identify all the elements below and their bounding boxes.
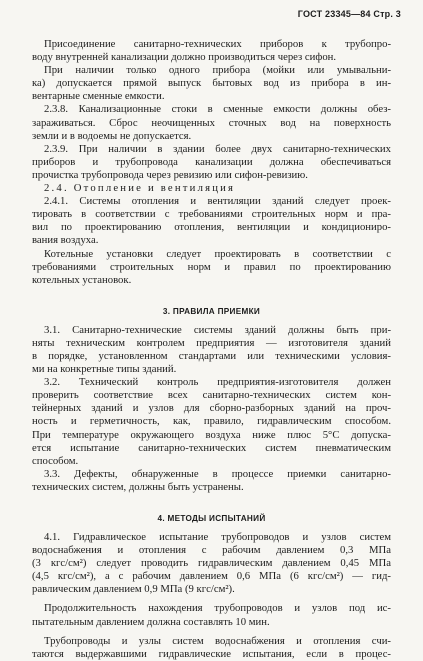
text-line: При наличии только одного прибора (мойки или умывальни- xyxy=(44,64,391,77)
text-line: Присоединение санитарно-технических приборов к трубопро- xyxy=(44,38,391,50)
text-line: ность и герметичность, как, правило, гидравлическим способом. xyxy=(32,415,391,428)
text-line: котельных установок. xyxy=(32,273,132,286)
text-line: вания воздуха. xyxy=(32,234,99,247)
text-line: приборов и трубопровода канализации должна обеспечиваться xyxy=(32,155,391,168)
text-line: равлическим давлением 0,9 МПа (9 кгс/см²). xyxy=(32,583,235,596)
text-line: воду внутренней канализации должно производиться через сифон. xyxy=(32,51,337,64)
spacer xyxy=(32,494,391,512)
text-line: 3.1. Санитарно-технические системы зданий должны быть при- xyxy=(44,323,391,336)
text-line: 2.3.9. При наличии в здании более двух санитарно-технических xyxy=(44,142,391,155)
text-line: ка) допускается прямой выпуск бытовых вод из прибора в ин- xyxy=(32,77,391,90)
text-line: в порядке, установленном стандартами или техническими условия- xyxy=(32,349,391,362)
text-line: таются выдержавшими гидравлические испытания, если в процес- xyxy=(32,647,391,660)
text-line: прочистка трубопровода через ревизию или сифон-ревизию. xyxy=(32,168,308,181)
text-line: Котельные установки следует проектировать в соответствии с xyxy=(44,247,391,260)
text-line: тейнерных зданий и узлов для сборно-разборных зданий на проч- xyxy=(32,402,391,415)
text-line: 4.1. Гидравлическое испытание трубопроводов и узлов систем xyxy=(44,531,391,543)
text-line: 3.3. Дефекты, обнаруженные в процессе приемки санитарно- xyxy=(44,467,391,480)
text-line: тировать в соответствии с требованиями строительных норм и пра- xyxy=(32,208,391,221)
text-line: При температуре окружающего воздуха ниже плюс 5°С допуска- xyxy=(32,428,391,441)
text-line: ми на конкретные типы зданий. xyxy=(32,363,177,376)
text-line: вентарные сменные емкости. xyxy=(32,90,165,103)
text-line: способом. xyxy=(32,454,79,467)
text-line: зараживаться. Сброс неочищенных сточных вод на поверхность xyxy=(32,116,391,129)
text-line: проверить соответствие всех санитарно-технических систем кон- xyxy=(32,389,391,402)
document-body xyxy=(32,38,391,661)
text-line: (3 кгс/см²) следует проводить гидравлическим давлением 0,45 МПа xyxy=(32,557,391,570)
text-line: 2.4.1. Системы отопления и вентиляции зданий следует проек- xyxy=(44,195,391,208)
text-line: Продолжительность нахождения трубопроводов и узлов под ис- xyxy=(44,602,391,615)
text-line: требованиями строительных норм и правил по проектированию xyxy=(32,260,391,273)
text-line: 2.3.8. Канализационные стоки в сменные емкости должны обез- xyxy=(44,103,391,116)
text-line: ется испытание санитарно-технических систем пневматическим xyxy=(32,441,391,454)
text-line: вил по проектированию отопления, вентиляции и кондициониро- xyxy=(32,221,391,234)
section-heading: 3. ПРАВИЛА ПРИЕМКИ xyxy=(162,306,261,316)
text-line: 3.2. Технический контроль предприятия-изготовителя должен xyxy=(44,376,391,389)
text-line: (4,5 кгс/см²), а с рабочим давлением 0,6 МПа (6 кгс/см²) — гид- xyxy=(32,570,391,583)
text-line: технических систем, должны быть устранены. xyxy=(32,480,244,493)
page-header: ГОСТ 23345—84 Стр. 3 xyxy=(297,9,401,19)
text-line: земли и в водоемы не допускается. xyxy=(32,129,192,142)
section-heading: 4. МЕТОДЫ ИСПЫТАНИЙ xyxy=(157,514,266,523)
text-line: няты техническим контролем предприятия — изготовителя зданий xyxy=(32,336,391,349)
text-line: пытательным давлением должна составлять 10 мин. xyxy=(32,615,270,628)
subsection-title: 2.4. Отопление и вентиляция xyxy=(44,182,236,195)
spacer xyxy=(32,287,391,305)
text-line: Трубопроводы и узлы систем водоснабжения и отопления счи- xyxy=(44,634,391,647)
text-line: водоснабжения и отопления с рабочим давлением 0,3 МПа xyxy=(32,544,391,557)
